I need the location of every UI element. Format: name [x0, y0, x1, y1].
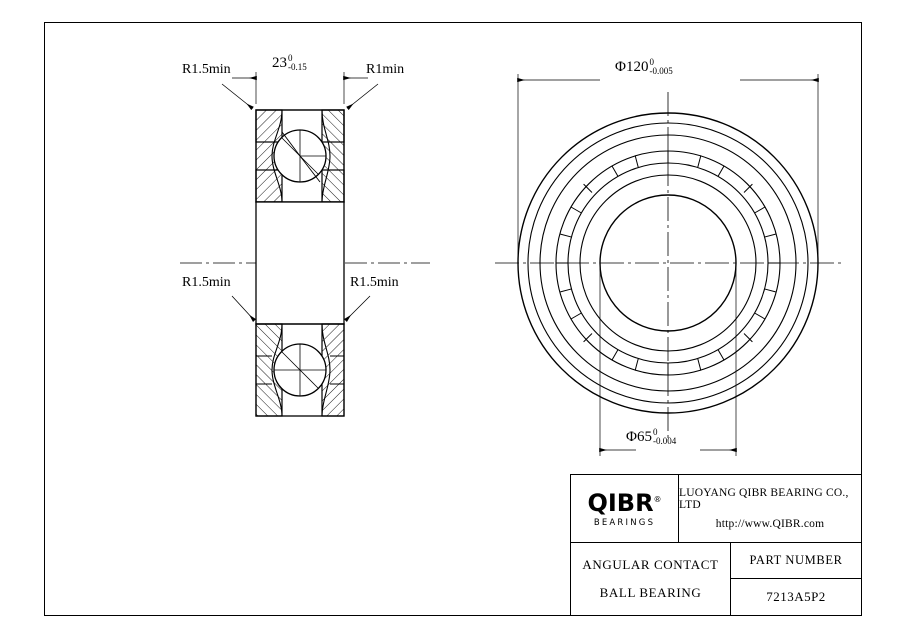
width-dimension: [272, 54, 307, 73]
bore-diameter-value: Φ65: [626, 428, 652, 445]
logo-subtitle: BEARINGS: [593, 518, 656, 528]
bore-diameter-dimension: [626, 428, 676, 447]
part-number-value: 7213A5P2: [766, 589, 826, 604]
company-logo: [571, 475, 679, 542]
title-block-header: [571, 475, 861, 543]
section-view: [180, 72, 430, 416]
logo-text: [587, 491, 661, 515]
part-number-cell: [731, 543, 861, 615]
title-block: [570, 474, 862, 616]
product-type: [571, 543, 731, 615]
part-number-header: PART NUMBER: [731, 543, 861, 579]
product-type-line2: BALL BEARING: [599, 585, 702, 600]
width-dimension-value: 23: [272, 54, 287, 71]
logo-wordmark: QIBR: [587, 489, 654, 517]
product-type-line1: ANGULAR CONTACT: [582, 557, 719, 572]
front-view: [495, 74, 845, 456]
bore-diameter-tolerance: 0 -0.004: [652, 427, 677, 447]
title-block-body: [571, 543, 861, 615]
width-tolerance: 0 -0.15: [288, 53, 307, 73]
chamfer-note-bottom-right: R1.5min: [350, 275, 399, 290]
outer-diameter-value: Φ120: [615, 58, 649, 75]
chamfer-note-top-right: R1min: [366, 62, 405, 77]
registered-trademark-icon: ®: [653, 495, 662, 504]
chamfer-note-bottom-left: R1.5min: [182, 275, 231, 290]
outer-diameter-tolerance: 0 -0.005: [649, 57, 673, 77]
company-url: http://www.QIBR.com: [715, 518, 825, 530]
chamfer-note-top-left: R1.5min: [182, 62, 231, 77]
company-name: LUOYANG QIBR BEARING CO., LTD: [679, 487, 849, 511]
company-info: [679, 487, 861, 530]
outer-diameter-dimension: [615, 58, 673, 77]
